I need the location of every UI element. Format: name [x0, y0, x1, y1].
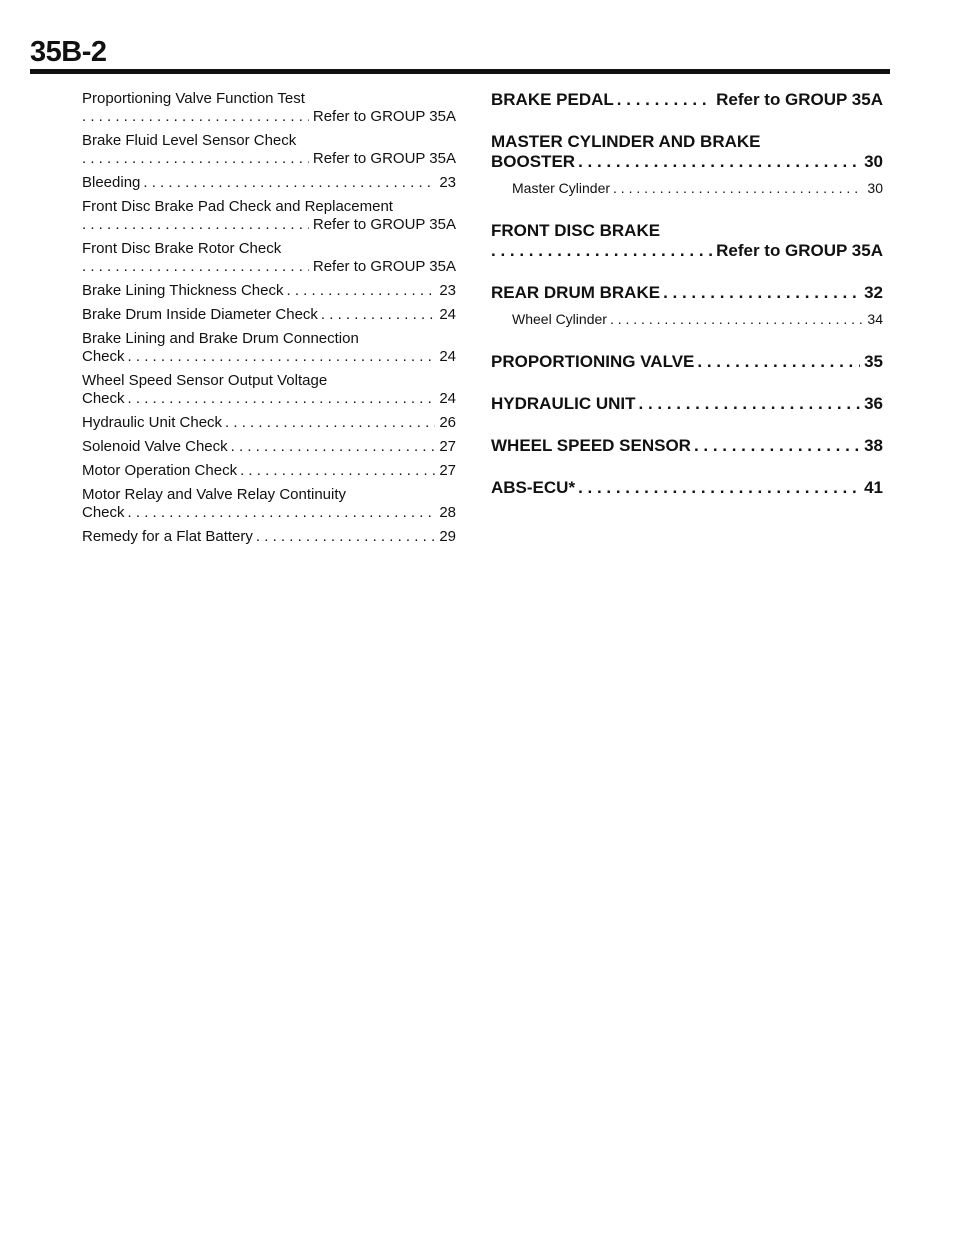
page-number: 35B-2 [30, 36, 107, 68]
toc-section-proportioning-valve[interactable] [491, 352, 883, 372]
section-ref: Refer to GROUP 35A [716, 241, 883, 260]
toc-entry[interactable] [82, 198, 456, 234]
section-ref: 41 [864, 478, 883, 497]
leader-dots [240, 462, 435, 480]
toc-entry-ref: 24 [439, 348, 456, 365]
toc-subentry-wheel-cylinder[interactable] [512, 311, 883, 328]
section-title: HYDRAULIC UNIT [491, 394, 636, 413]
leader-dots [663, 283, 860, 303]
section-title: FRONT DISC BRAKE [491, 221, 661, 240]
toc-section-rear-drum-brake[interactable] [491, 283, 883, 303]
toc-entry-ref: Refer to GROUP 35A [312, 108, 456, 125]
section-ref: Refer to GROUP 35A [716, 90, 883, 109]
toc-entry-title: Brake Drum Inside Diameter Check [82, 306, 318, 323]
toc-entry-ref: Refer to GROUP 35A [312, 258, 456, 275]
toc-entry-title: Brake Fluid Level Sensor Check [82, 132, 297, 149]
toc-entry-title: Solenoid Valve Check [82, 438, 228, 455]
leader-dots [617, 90, 712, 110]
toc-entry[interactable] [82, 306, 456, 324]
leader-dots [82, 216, 309, 234]
toc-entry-ref: 26 [439, 414, 456, 431]
toc-entry-ref: 23 [439, 174, 456, 191]
leader-dots [231, 438, 436, 456]
subentry-title: Wheel Cylinder [512, 311, 607, 327]
section-title: ABS-ECU* [491, 478, 576, 497]
toc-entry[interactable] [82, 132, 456, 168]
header-rule [30, 69, 890, 74]
subentry-title: Master Cylinder [512, 180, 611, 196]
toc-entry[interactable] [82, 90, 456, 126]
leader-dots [225, 414, 435, 432]
toc-section-front-disc-brake[interactable] [491, 221, 883, 261]
leader-dots [128, 390, 436, 408]
section-title: BOOSTER [491, 152, 576, 171]
leader-dots [128, 348, 436, 366]
leader-dots [256, 528, 435, 546]
leader-dots [578, 478, 860, 498]
section-title-line1: MASTER CYLINDER AND BRAKE [491, 132, 761, 151]
toc-entry-ref: 29 [439, 528, 456, 545]
toc-entry-ref: 27 [439, 462, 456, 479]
toc-entry-ref: 27 [439, 438, 456, 455]
toc-entry-title-line1: Wheel Speed Sensor Output Voltage [82, 372, 328, 389]
toc-entry[interactable] [82, 174, 456, 192]
toc-section-hydraulic-unit[interactable] [491, 394, 883, 414]
toc-section-brake-pedal[interactable] [491, 90, 883, 110]
toc-entry[interactable] [82, 282, 456, 300]
leader-dots [697, 352, 860, 372]
leader-dots [694, 436, 860, 456]
toc-entry[interactable] [82, 414, 456, 432]
toc-entry[interactable] [82, 438, 456, 456]
leader-dots [613, 180, 863, 197]
toc-entry-ref: 23 [439, 282, 456, 299]
toc-entry-title: Front Disc Brake Pad Check and Replacement [82, 198, 393, 215]
section-ref: 35 [864, 352, 883, 371]
toc-entry-ref: 24 [439, 390, 456, 407]
toc-entry-title: Front Disc Brake Rotor Check [82, 240, 282, 257]
toc-section-abs-ecu[interactable] [491, 478, 883, 498]
leader-dots [639, 394, 861, 414]
toc-entry-title: Proportioning Valve Function Test [82, 90, 305, 107]
right-column [491, 90, 883, 520]
leader-dots [321, 306, 435, 324]
leader-dots [491, 241, 712, 261]
section-title: PROPORTIONING VALVE [491, 352, 695, 371]
leader-dots [82, 258, 309, 276]
toc-entry[interactable] [82, 240, 456, 276]
toc-entry-title-line1: Brake Lining and Brake Drum Connection [82, 330, 359, 347]
toc-entry[interactable] [82, 486, 456, 522]
toc-entry[interactable] [82, 528, 456, 546]
subentry-ref: 30 [867, 180, 883, 196]
section-title: BRAKE PEDAL [491, 90, 614, 109]
toc-entry[interactable] [82, 462, 456, 480]
toc-entry-title: Hydraulic Unit Check [82, 414, 223, 431]
section-ref: 36 [864, 394, 883, 413]
toc-entry-title: Brake Lining Thickness Check [82, 282, 284, 299]
toc-entry[interactable] [82, 372, 456, 408]
leader-dots [287, 282, 436, 300]
toc-entry-ref: 24 [439, 306, 456, 323]
leader-dots [143, 174, 435, 192]
leader-dots [128, 504, 436, 522]
left-column [82, 90, 456, 552]
toc-entry-title: Check [82, 390, 125, 407]
toc-entry-title: Bleeding [82, 174, 141, 191]
toc-entry-title: Check [82, 504, 125, 521]
toc-entry-title-line1: Motor Relay and Valve Relay Continuity [82, 486, 347, 503]
leader-dots [82, 150, 309, 168]
leader-dots [82, 108, 309, 126]
section-title: WHEEL SPEED SENSOR [491, 436, 691, 455]
toc-entry[interactable] [82, 330, 456, 366]
section-ref: 32 [864, 283, 883, 302]
toc-entry-ref: 28 [439, 504, 456, 521]
toc-entry-ref: Refer to GROUP 35A [312, 216, 456, 233]
toc-subentry-master-cylinder[interactable] [512, 180, 883, 197]
toc-entry-ref: Refer to GROUP 35A [312, 150, 456, 167]
leader-dots [578, 152, 860, 172]
toc-section-master-cylinder[interactable] [491, 132, 883, 172]
toc-entry-title: Remedy for a Flat Battery [82, 528, 253, 545]
toc-entry-title: Check [82, 348, 125, 365]
subentry-ref: 34 [867, 311, 883, 327]
section-ref: 38 [864, 436, 883, 455]
toc-entry-title: Motor Operation Check [82, 462, 238, 479]
section-ref: 30 [864, 152, 883, 171]
section-title: REAR DRUM BRAKE [491, 283, 661, 302]
leader-dots [610, 311, 863, 328]
toc-section-wheel-speed-sensor[interactable] [491, 436, 883, 456]
